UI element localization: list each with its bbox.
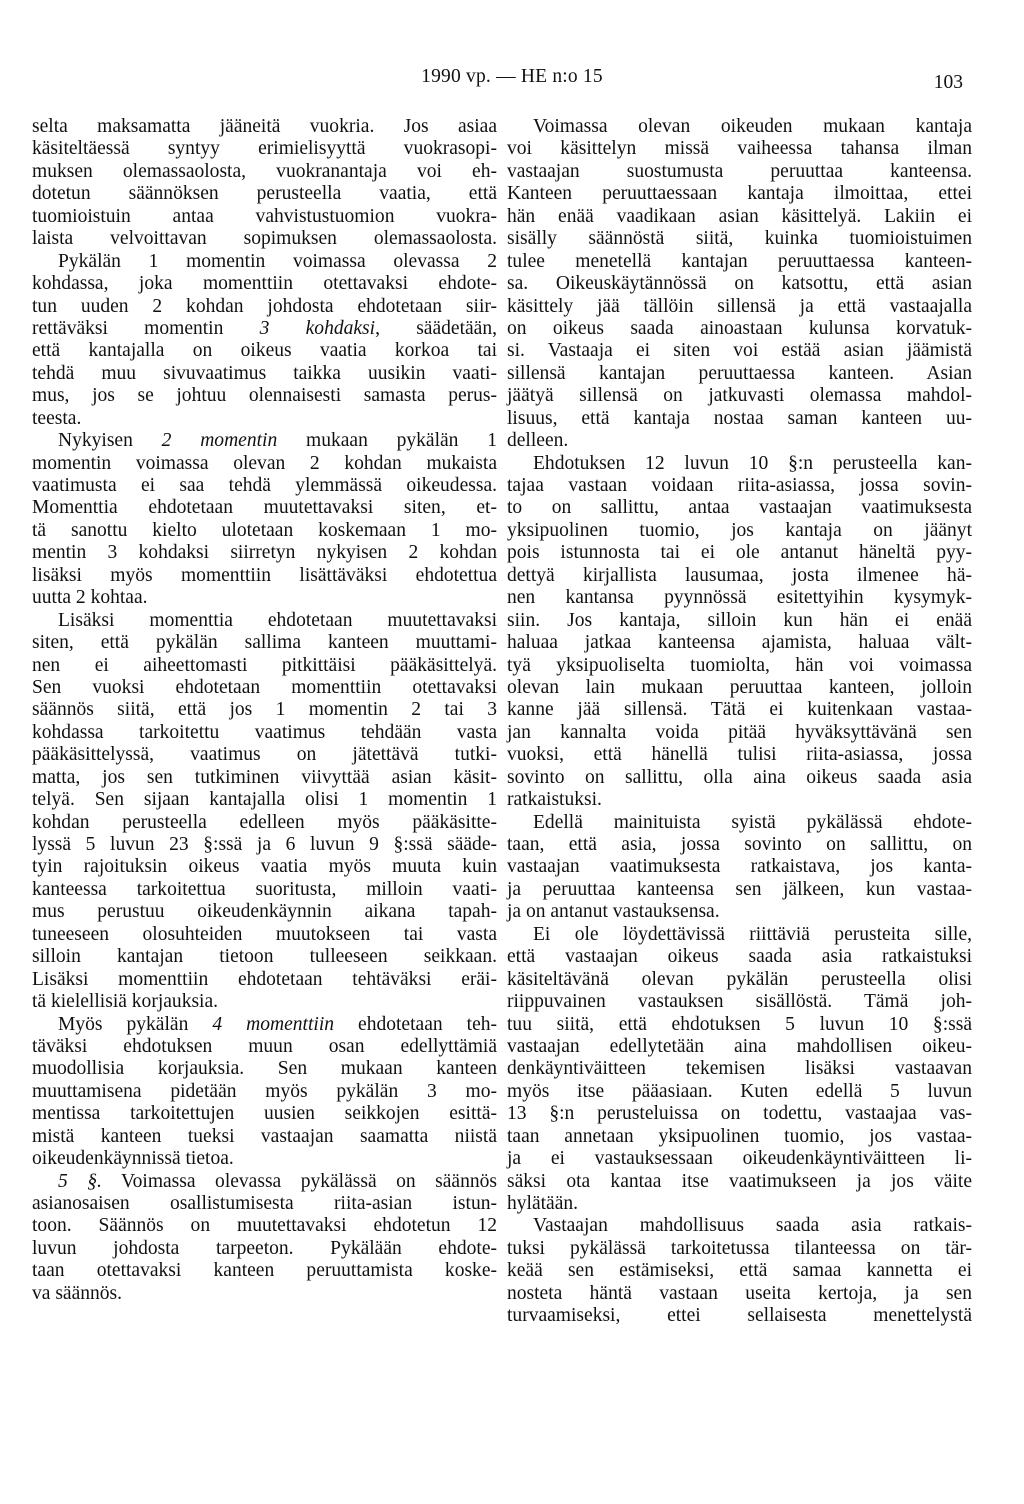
text-line: tuu siitä, että ehdotuksen 5 luvun 10 §:ssä <box>507 1013 972 1035</box>
text-line: ratkaistuksi. <box>507 789 602 811</box>
text-line: Voimassa olevan oikeuden mukaan kantaja <box>533 116 972 137</box>
text-line: muuttamisena pidetään myös pykälän 3 mo- <box>32 1080 497 1102</box>
text-line: Pykälän 1 momentin voimassa olevassa 2 <box>58 250 497 272</box>
text-line: lisuus, että kantaja nostaa saman kanteen uu- <box>507 407 972 429</box>
text-line: tun uuden 2 kohdan johdosta ehdotetaan siir- <box>32 295 497 317</box>
text-line: nen ei aiheettomasti pitkittäisi pääkäsittelyä. <box>32 654 497 676</box>
text-line: mentissa tarkoitettujen uusien seikkojen esittä- <box>32 1103 497 1125</box>
text-line: taan annetaan yksipuolinen tuomio, jos vastaa- <box>507 1125 972 1147</box>
text-line: asianosaisen osallistumisesta riita-asian istun- <box>32 1193 497 1214</box>
text-line: rettäväksi momentin 3 kohdaksi, säädetään, <box>32 317 497 339</box>
text-line: säännös siitä, että jos 1 momentin 2 tai 3 <box>32 699 497 721</box>
text-line: sa. Oikeuskäytännössä on katsottu, että asian <box>507 273 972 295</box>
text-line: silloin kantajan tietoon tulleeseen seikkaan. <box>32 946 497 968</box>
text-line: Momenttia ehdotetaan muutettavaksi siten, et- <box>32 497 497 519</box>
text-line: tehdä muu sivuvaatimus taikka uusikin vaati- <box>32 362 497 384</box>
text-line: luvun johdosta tarpeeton. Pykälään ehdote- <box>32 1237 497 1259</box>
text-line: keää sen estämiseksi, että samaa kannetta ei <box>507 1260 972 1282</box>
text-line: sovinto on sallittu, olla aina oikeus saada asia <box>507 766 972 788</box>
text-line: denkäyntiväitteen tekemisen lisäksi vastaavan <box>507 1058 972 1080</box>
text-line: toon. Säännös on muutettavaksi ehdotetun 12 <box>32 1215 497 1237</box>
text-line: jäätyä sillensä on jatkuvasti olemassa mahdol- <box>507 385 972 407</box>
text-line: ja ei vastauksessaan oikeudenkäyntiväitteen li- <box>507 1148 972 1170</box>
text-line: Myös pykälän 4 momenttiin ehdotetaan teh- <box>58 1013 498 1035</box>
text-line: taan otettavaksi kanteen peruuttamista koske- <box>32 1260 497 1282</box>
text-line: kanne jää sillensä. Tätä ei kuitenkaan vastaa- <box>507 699 972 721</box>
text-line: tyin rajoituksin oikeus vaatia myös muuta kuin <box>32 856 497 878</box>
text-line: Kanteen peruuttaessaan kantaja ilmoittaa, ettei <box>507 183 972 205</box>
text-line: dotetun säännöksen perusteella vaatia, että <box>32 183 497 205</box>
text-line: säksi ota kantaa itse vaatimukseen ja jos väite <box>507 1170 972 1192</box>
text-line: nen kantansa pyynnössä esitettyihin kysymyk- <box>507 587 972 609</box>
text-line: vastaajan edellytetään aina mahdollisen oikeu- <box>507 1035 972 1057</box>
text-line: olevan lain mukaan peruuttaa kanteen, jolloin <box>507 676 972 698</box>
text-line: jan kannalta voida pitää hyväksyttävänä sen <box>507 721 972 743</box>
text-line: va säännös. <box>32 1282 123 1304</box>
text-line: turvaamiseksi, ettei sellaisesta menettelystä <box>507 1305 972 1327</box>
text-line: kohdassa tarkoitettu vaatimus tehdään vasta <box>32 721 497 743</box>
text-line: täväksi ehdotuksen muun osan edellyttämiä <box>32 1035 497 1057</box>
text-line: momentin voimassa olevan 2 kohdan mukaista <box>32 452 497 474</box>
text-line: Lisäksi momenttiin ehdotetaan tehtäväksi eräi- <box>32 968 497 990</box>
text-line: käsittely jää tällöin sillensä ja että vastaajalla <box>507 295 972 317</box>
text-line: lyssä 5 luvun 23 §:ssä ja 6 luvun 9 §:ssä sääde- <box>32 834 497 855</box>
text-line: tä sanottu kielto ulotetaan koskemaan 1 mo- <box>32 519 497 541</box>
text-line: on oikeus saada ainoastaan kulunsa korvatuk- <box>507 317 972 339</box>
text-line: ja peruuttaa kanteensa sen jälkeen, kun vastaa- <box>507 878 972 900</box>
running-header: 1990 vp. — HE n:o 15 <box>421 66 603 87</box>
text-line: vastaajan vaatimuksesta ratkaistava, jos kanta- <box>507 856 972 878</box>
text-line: 13 §:n perusteluissa on todettu, vastaajaa vas- <box>507 1103 972 1125</box>
text-line: telyä. Sen sijaan kantajalla olisi 1 momentin 1 <box>32 789 497 811</box>
text-line: yksipuolinen tuomio, jos kantaja on jäänyt <box>507 519 972 541</box>
text-line: riippuvainen vastauksen sisällöstä. Tämä joh- <box>507 991 972 1013</box>
text-line: mus, jos se johtuu olennaisesti samasta perus- <box>32 385 497 407</box>
text-line: vuoksi, että hänellä tulisi riita-asiassa, jossa <box>507 744 972 766</box>
text-line: taan, että asia, jossa sovinto on sallittu, on <box>507 834 972 855</box>
text-line: muksen olemassaolosta, vuokranantaja voi eh- <box>32 160 497 182</box>
page-number: 103 <box>933 72 963 93</box>
left-column <box>32 116 497 1305</box>
text-line: Sen vuoksi ehdotetaan momenttiin otettavaksi <box>32 676 497 698</box>
text-line: tuomioistuin antaa vahvistustuomion vuokra- <box>32 205 497 227</box>
text-line: mistä kanteen tueksi vastaajan saamatta niistä <box>32 1125 497 1147</box>
text-line: uutta 2 kohtaa. <box>32 587 148 609</box>
text-line: haluaa jatkaa kanteensa ajamista, haluaa vält- <box>507 632 972 654</box>
text-line: Ei ole löydettävissä riittäviä perusteita sille, <box>533 923 972 945</box>
text-line: myös itse pääasiaan. Kuten edellä 5 luvun <box>507 1080 972 1102</box>
text-line: selta maksamatta jääneitä vuokria. Jos asiaa <box>32 116 497 137</box>
text-line: vaatimusta ei saa tehdä ylemmässä oikeudessa. <box>32 475 497 496</box>
text-line: Ehdotuksen 12 luvun 10 §:n perusteella kan- <box>533 452 972 474</box>
text-line: kohdassa, joka momenttiin otettavaksi ehdote- <box>32 273 497 295</box>
text-line: sillensä kantajan peruuttaessa kanteen. Asian <box>507 362 972 384</box>
text-line: Edellä mainituista syistä pykälässä ehdote- <box>533 811 972 833</box>
text-line: mus perustuu oikeudenkäynnin aikana tapah- <box>32 901 497 923</box>
text-line: pois istunnosta tai ei ole antanut häneltä pyy- <box>507 542 972 564</box>
text-line: sisälly säännöstä siitä, kuinka tuomioistuimen <box>507 228 972 250</box>
text-line: käsiteltäessä syntyy erimielisyyttä vuokrasopi- <box>32 138 497 160</box>
text-line: käsiteltävänä olevan pykälän perusteella olisi <box>507 968 972 990</box>
text-line: siin. Jos kantaja, silloin kun hän ei enää <box>507 609 972 631</box>
right-column <box>507 116 972 1328</box>
text-line: tulee menetellä kantajan peruuttaessa kanteen- <box>507 250 972 272</box>
text-line: tajaa vastaan voidaan riita-asiassa, jossa sovin- <box>507 475 972 496</box>
text-line: 5 §. Voimassa olevassa pykälässä on säännös <box>58 1170 497 1192</box>
text-line: pääkäsittelyssä, vaatimus on jätettävä tutki- <box>32 744 497 766</box>
text-line: kanteessa tarkoitettua suoritusta, milloin vaati- <box>32 878 497 900</box>
text-line: muodollisia korjauksia. Sen mukaan kanteen <box>32 1058 497 1080</box>
text-line: oikeudenkäynnissä tietoa. <box>32 1148 234 1170</box>
text-line: mentin 3 kohdaksi siirretyn nykyisen 2 kohdan <box>32 542 497 564</box>
text-line: että kantajalla on oikeus vaatia korkoa tai <box>32 340 497 362</box>
text-line: lisäksi myös momenttiin lisättäväksi ehdotettua <box>32 564 497 586</box>
text-line: tä kielellisiä korjauksia. <box>32 991 219 1013</box>
text-line: laista velvoittavan sopimuksen olemassaolosta. <box>32 228 497 250</box>
text-line: matta, jos sen tutkiminen viivyttää asian käsit- <box>32 766 497 788</box>
text-line: tuksi pykälässä tarkoitetussa tilanteessa on tär- <box>507 1237 972 1259</box>
text-line: Lisäksi momenttia ehdotetaan muutettavaksi <box>58 609 497 631</box>
text-line: voi käsittelyn missä vaiheessa tahansa ilman <box>507 138 972 160</box>
text-line: nosteta häntä vastaan useita kertoja, ja sen <box>507 1282 972 1304</box>
text-line: teesta. <box>32 407 82 429</box>
text-line: Nykyisen 2 momentin mukaan pykälän 1 <box>58 430 497 452</box>
text-line: kohdan perusteella edelleen myös pääkäsitte- <box>32 811 497 833</box>
text-line: ja on antanut vastauksensa. <box>507 901 720 923</box>
text-line: hylätään. <box>507 1193 579 1214</box>
text-line: tuneeseen olosuhteiden muutokseen tai vasta <box>32 923 497 945</box>
text-line: delleen. <box>507 430 569 452</box>
text-line: si. Vastaaja ei siten voi estää asian jäämistä <box>507 340 972 362</box>
text-line: siten, että pykälän sallima kanteen muuttami- <box>32 632 497 654</box>
text-line: vastaajan suostumusta peruuttaa kanteensa. <box>507 160 972 182</box>
text-line: Vastaajan mahdollisuus saada asia ratkais- <box>533 1215 972 1237</box>
text-line: hän enää vaadikaan asian käsittelyä. Lakiin ei <box>507 205 972 227</box>
text-line: to on sallittu, antaa vastaajan vaatimuksesta <box>507 497 972 519</box>
text-line: dettyä kirjallista lausumaa, josta ilmenee hä- <box>507 564 972 586</box>
text-line: että vastaajan oikeus saada asia ratkaistuksi <box>507 946 972 968</box>
text-line: tyä yksipuoliselta tuomiolta, hän voi voimassa <box>507 654 972 676</box>
